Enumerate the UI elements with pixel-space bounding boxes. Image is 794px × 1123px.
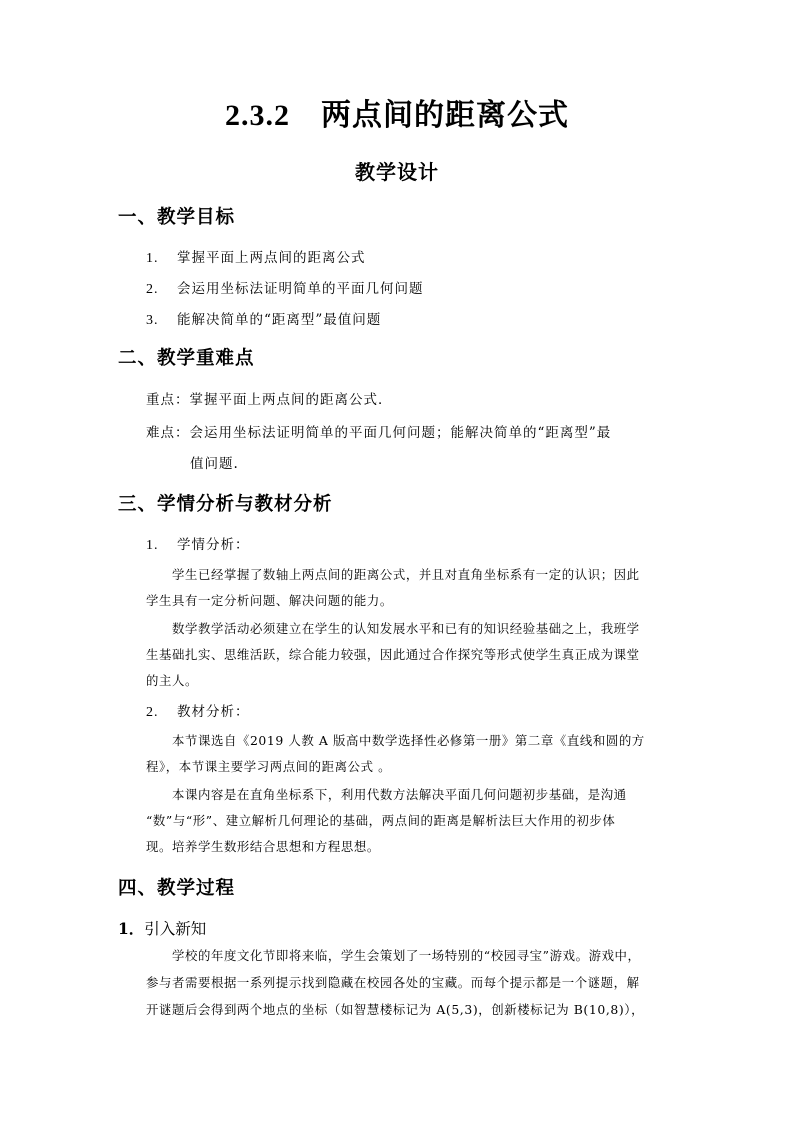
- list-item: [146, 308, 381, 329]
- list-text: 能解决简单的“距离型”最值问题: [177, 312, 382, 328]
- subsection-number: 1．: [118, 919, 145, 938]
- paragraph-line: 开谜题后会得到两个地点的坐标（如智慧楼标记为 A(5,3)，创新楼标记为 B(10,8)），: [146, 1002, 645, 1017]
- paragraph-line: 学生具有一定分析问题、解决问题的能力。: [146, 593, 393, 608]
- paragraph-line: 学生已经掌握了数轴上两点间的距离公式，并且对直角坐标系有一定的认识；因此: [172, 567, 640, 582]
- subsection-title: 引入新知: [144, 920, 207, 938]
- list-number: 2.: [146, 282, 159, 297]
- list-number: 2.: [146, 705, 159, 720]
- list-item: [146, 700, 250, 721]
- list-number: 1.: [146, 251, 159, 266]
- paragraph-line: 数学教学活动必须建立在学生的认知发展水平和已有的知识经验基础之上，我班学: [172, 621, 640, 636]
- paragraph-line: 参与者需要根据一系列提示找到隐藏在校园各处的宝藏。而每个提示都是一个谜题，解: [146, 975, 640, 990]
- paragraph-line: 学校的年度文化节即将来临，学生会策划了一场特别的“校园寻宝”游戏。游戏中，: [172, 948, 641, 963]
- paragraph-line: 程》，本节课主要学习两点间的距离公式 。: [146, 759, 392, 774]
- list-item: [146, 533, 250, 554]
- paragraph-line: 的主人。: [146, 673, 198, 688]
- list-number: 3.: [146, 313, 159, 328]
- list-item: [146, 246, 366, 267]
- difficult-point-text-cont: 值问题.: [190, 456, 239, 472]
- subsection-heading: [118, 917, 206, 939]
- key-point-text: 重点：掌握平面上两点间的距离公式．: [146, 392, 393, 408]
- paragraph-line: 本节课选自《2019 人教 A 版高中数学选择性必修第一册》第二章《直线和圆的方: [172, 733, 645, 748]
- section-heading-analysis: 三、学情分析与教材分析: [118, 494, 333, 515]
- list-text: 学情分析：: [177, 537, 250, 553]
- paragraph-line: 现。培养学生数形结合思想和方程思想。: [146, 839, 380, 854]
- list-text: 会运用坐标法证明简单的平面几何问题: [177, 281, 424, 297]
- section-heading-objectives: 一、教学目标: [118, 207, 236, 228]
- paragraph-line: 本课内容是在直角坐标系下，利用代数方法解决平面几何问题初步基础，是沟通: [172, 787, 627, 802]
- section-heading-key-points: 二、教学重难点: [118, 348, 255, 369]
- list-number: 1.: [146, 538, 159, 553]
- list-text: 掌握平面上两点间的距离公式: [177, 250, 366, 266]
- section-heading-process: 四、教学过程: [118, 878, 236, 899]
- paragraph-line: 生基础扎实、思维活跃，综合能力较强，因此通过合作探究等形式使学生真正成为课堂: [146, 647, 640, 662]
- list-item: [146, 277, 424, 298]
- page-subtitle: 教学设计: [355, 160, 439, 184]
- page-title: 2.3.2 两点间的距离公式: [225, 99, 569, 132]
- difficult-point-text: 难点：会运用坐标法证明简单的平面几何问题；能解决简单的“距离型”最: [146, 425, 612, 441]
- list-text: 教材分析：: [177, 704, 250, 720]
- paragraph-line: “数”与“形”、建立解析几何理论的基础，两点间的距离是解析法巨大作用的初步体: [146, 813, 616, 828]
